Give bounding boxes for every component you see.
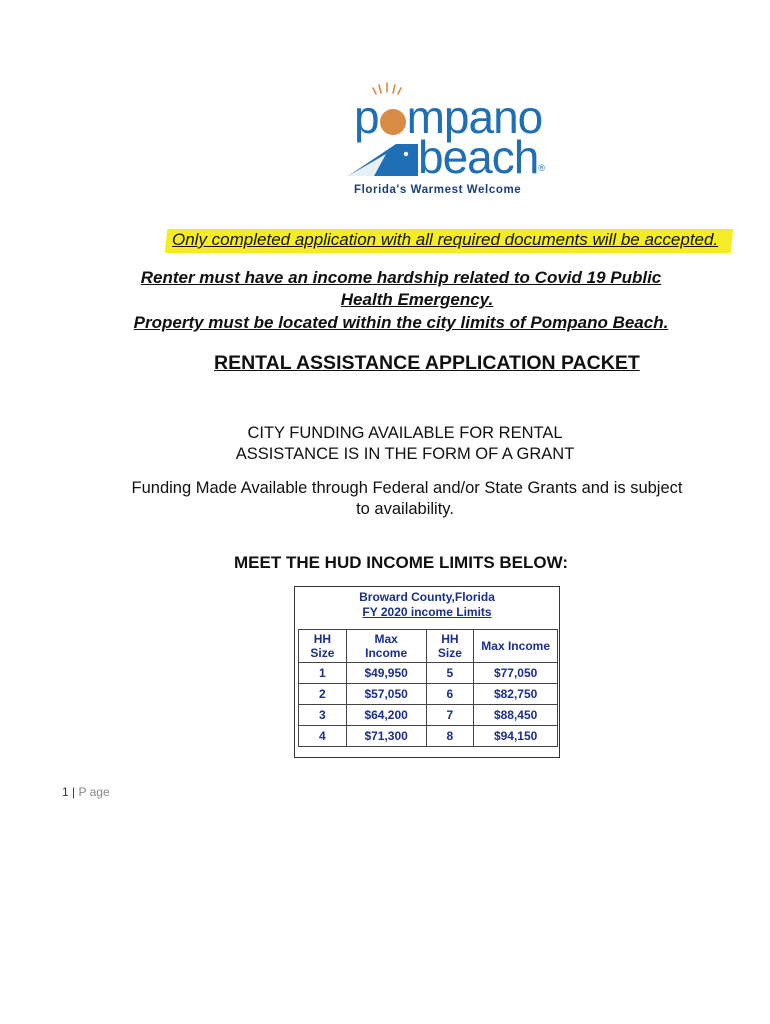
fish-icon bbox=[346, 142, 420, 178]
max-income-cell: $64,200 bbox=[346, 705, 426, 726]
table-row bbox=[299, 726, 558, 747]
max-income-cell: $77,050 bbox=[474, 663, 558, 684]
pompano-beach-logo bbox=[340, 88, 544, 200]
page-footer bbox=[62, 785, 110, 799]
header-hh-size-1 bbox=[299, 630, 347, 663]
hh-size-cell: 3 bbox=[299, 705, 347, 726]
max-income-cell: $49,950 bbox=[346, 663, 426, 684]
max-income-cell: $82,750 bbox=[474, 684, 558, 705]
table-row bbox=[299, 684, 558, 705]
header-size-text: Size bbox=[310, 646, 335, 660]
city-funding-line-1: CITY FUNDING AVAILABLE FOR RENTAL bbox=[247, 424, 563, 442]
registered-mark: ® bbox=[538, 163, 544, 173]
header-size-text: Size bbox=[437, 646, 462, 660]
logo-tagline: Florida's Warmest Welcome bbox=[354, 184, 522, 196]
table-row bbox=[299, 663, 558, 684]
max-income-cell: $88,450 bbox=[474, 705, 558, 726]
table-body bbox=[299, 663, 558, 747]
notice-highlight bbox=[166, 226, 732, 256]
page-number: 1 bbox=[62, 785, 69, 799]
requirement-property-location: Property must be located within the city limits of Pompano Beach. bbox=[133, 313, 669, 332]
page-label: P age bbox=[78, 785, 110, 799]
hud-heading: MEET THE HUD INCOME LIMITS BELOW: bbox=[234, 553, 569, 572]
table-header-row bbox=[299, 630, 558, 663]
city-funding-line-2: ASSISTANCE IS IN THE FORM OF A GRANT bbox=[235, 445, 575, 463]
header-max-text: Max bbox=[374, 632, 398, 646]
table-row bbox=[299, 705, 558, 726]
hh-size-cell: 6 bbox=[426, 684, 474, 705]
hh-size-cell: 2 bbox=[299, 684, 347, 705]
hh-size-cell: 7 bbox=[426, 705, 474, 726]
max-income-cell: $71,300 bbox=[346, 726, 426, 747]
header-max-income-2: Max Income bbox=[474, 630, 558, 663]
requirement-covid-hardship: Renter must have an income hardship related to Covid 19 Public bbox=[140, 268, 662, 287]
max-income-cell: $57,050 bbox=[346, 684, 426, 705]
logo-word-beach-text: beach bbox=[418, 131, 539, 183]
funding-note-line-1: Funding Made Available through Federal and/or State Grants and is subject bbox=[131, 479, 683, 497]
income-limits-table bbox=[294, 586, 560, 758]
requirement-covid-hardship-cont: Health Emergency. bbox=[340, 290, 494, 309]
notice-text: Only completed application with all required documents will be accepted. bbox=[172, 230, 719, 249]
table-title: Broward County,Florida bbox=[359, 590, 495, 604]
page-title: RENTAL ASSISTANCE APPLICATION PACKET bbox=[214, 352, 640, 374]
header-hh-text: HH bbox=[313, 632, 332, 646]
header-hh-text: HH bbox=[441, 632, 459, 646]
table-subtitle: FY 2020 income Limits bbox=[362, 605, 492, 619]
header-max-income-1 bbox=[346, 630, 426, 663]
max-income-cell: $94,150 bbox=[474, 726, 558, 747]
logo-word-beach bbox=[418, 131, 544, 191]
hh-size-cell: 5 bbox=[426, 663, 474, 684]
hh-size-cell: 8 bbox=[426, 726, 474, 747]
header-income-text: Income bbox=[365, 646, 408, 660]
header-hh-size-2 bbox=[426, 630, 474, 663]
logo-word-pompano: p mpano bbox=[354, 91, 543, 143]
page-separator: | bbox=[72, 785, 76, 799]
funding-note-line-2: to availability. bbox=[356, 500, 454, 518]
hh-size-cell: 1 bbox=[299, 663, 347, 684]
hh-size-cell: 4 bbox=[299, 726, 347, 747]
income-grid bbox=[298, 629, 558, 747]
